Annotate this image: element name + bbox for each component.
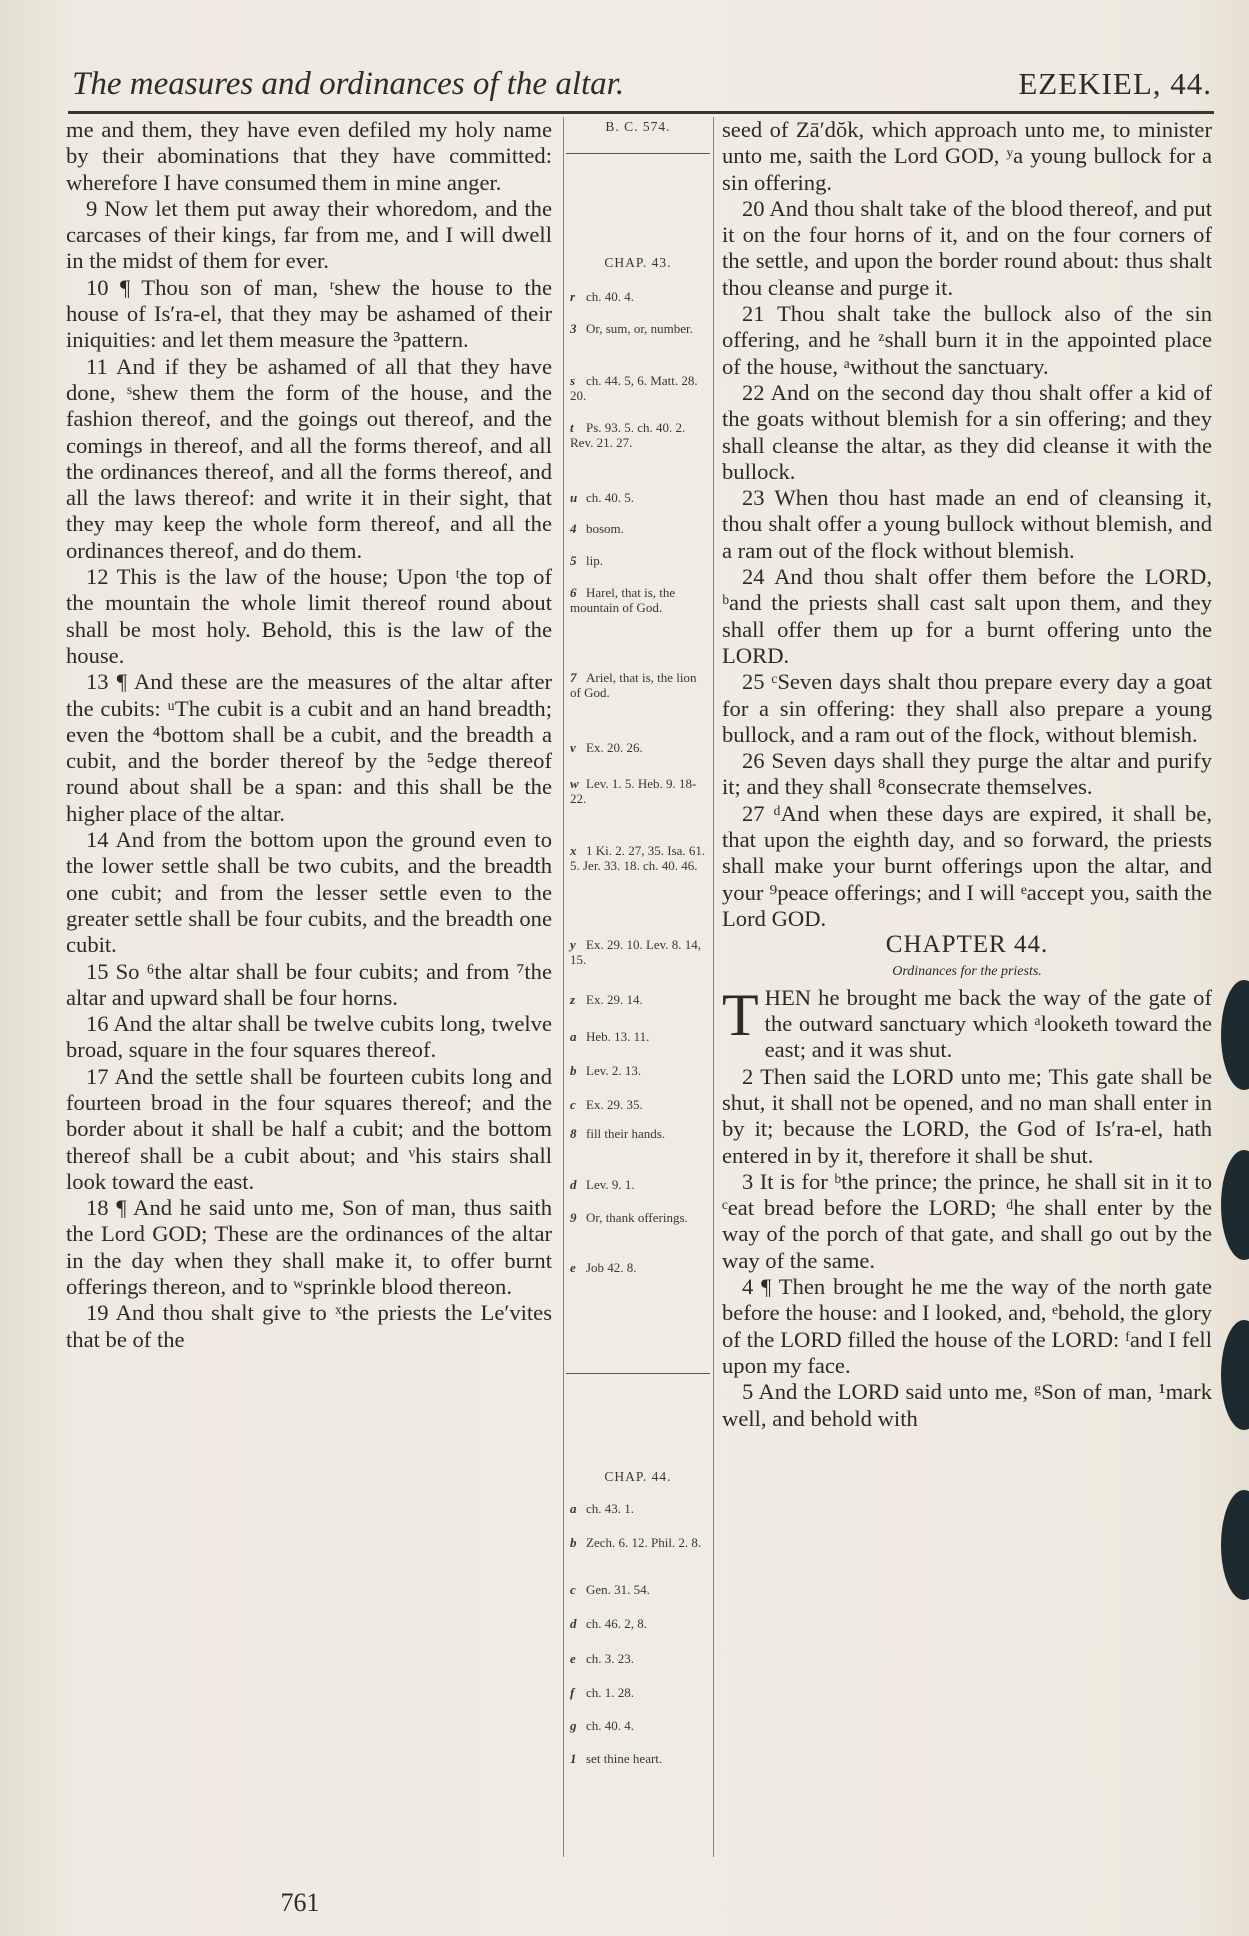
page-header <box>72 66 1212 108</box>
verse-15: 15 So ⁶the altar shall be four cubits; and from ⁷the altar and upward shall be four horns. <box>66 958 552 1010</box>
verse-17: 17 And the settle shall be fourteen cubits long and fourteen broad in the four squares thereof; and the border about it shall be half a cubit; and the bottom thereof shall be a cubit about; and ᵛhis stairs shall look toward the east. <box>66 1063 552 1194</box>
margin-date: B. C. 574. <box>605 119 671 134</box>
margin-chapter-43-heading: CHAP. 43. <box>604 255 672 270</box>
chapter-44-verse-1: THEN he brought me back the way of the gate of the outward sanctuary which ᵃlooketh toward the east; and it was shut. <box>722 981 1212 1063</box>
margin-note: g ch. 40. 4. <box>570 1718 635 1733</box>
margin-note: d Lev. 9. 1. <box>570 1177 635 1192</box>
margin-note: s ch. 44. 5, 6. Matt. 28. 20. <box>570 373 698 403</box>
header-rule <box>68 111 1214 114</box>
verse-25: 25 ᶜSeven days shalt thou prepare every day a goat for a sin offering: they shall also prepare a young bullock, and a ram out of the flock, without blemish. <box>722 669 1212 747</box>
margin-note: b Lev. 2. 13. <box>570 1063 642 1078</box>
center-reference-margin <box>566 117 710 1857</box>
margin-rule <box>566 1373 710 1374</box>
margin-note: u ch. 40. 5. <box>570 490 635 505</box>
margin-note: f ch. 1. 28. <box>570 1685 635 1700</box>
verse-8-continued: me and them, they have even defiled my holy name by their abominations that they have committed: wherefore I have consumed them in mine anger. <box>66 117 552 195</box>
margin-note: y Ex. 29. 10. Lev. 8. 14, 15. <box>570 937 702 967</box>
margin-note: 9 Or, thank offerings. <box>570 1210 688 1225</box>
column-divider-right <box>713 117 714 1857</box>
margin-note: a Heb. 13. 11. <box>570 1029 650 1044</box>
chapter-44-summary: Ordinances for the priests. <box>892 963 1042 979</box>
verse-27: 27 ᵈAnd when these days are expired, it shall be, that upon the eighth day, and so forward, the priests shall make your burnt offerings upon the altar, and your ⁹peace offerings; and I will ᵉaccept you, saith the Lord GOD. <box>722 800 1212 931</box>
margin-note: z Ex. 29. 14. <box>570 992 643 1007</box>
margin-note: 5 lip. <box>570 553 603 568</box>
verse-9: 9 Now let them put away their whoredom, and the carcases of their kings, far from me, and I will dwell in the midst of them for ever. <box>66 195 552 274</box>
margin-note: 1 set thine heart. <box>570 1751 663 1766</box>
margin-note: 4 bosom. <box>570 521 624 536</box>
verse-22: 22 And on the second day thou shalt offer a kid of the goats without blemish for a sin offering; and they shall cleanse the altar, as they did cleanse it with the bullock. <box>722 379 1212 484</box>
thumb-index-tab <box>1221 1490 1249 1600</box>
verse-24: 24 And thou shalt offer them before the LORD, ᵇand the priests shall cast salt upon them, and they shall offer them up for a burnt offering unto the LORD. <box>722 564 1212 668</box>
chapter-44-verse-5: 5 And the LORD said unto me, ᵍSon of man, ¹mark well, and behold with <box>722 1379 1212 1431</box>
verse-26: 26 Seven days shall they purge the altar and purify it; and they shall ⁸consecrate themselves. <box>722 748 1212 800</box>
column-divider-left <box>563 117 564 1857</box>
margin-rule <box>566 153 710 154</box>
verse-20: 20 And thou shalt take of the blood thereof, and put it on the four horns of it, and on the four corners of the settle, and upon the border round about: thus shalt thou cleanse and purge it. <box>722 195 1212 300</box>
chapter-44-verse-4: 4 ¶ Then brought he me the way of the north gate before the house: and I looked, and, ᵉbehold, the glory of the LORD filled the house of the LORD: ᶠand I fell upon my face. <box>722 1274 1212 1378</box>
page-number: 761 <box>280 1888 320 1917</box>
margin-note: r ch. 40. 4. <box>570 289 635 304</box>
margin-note: 7 Ariel, that is, the lion of God. <box>570 670 697 700</box>
margin-note: 6 Harel, that is, the mountain of God. <box>570 585 676 615</box>
running-title: The measures and ordinances of the altar. <box>72 66 625 102</box>
verse-21: 21 Thou shalt take the bullock also of the sin offering, and he ᶻshall burn it in the appointed place of the house, ᵃwithout the sanctuary. <box>722 301 1212 379</box>
verse-19-continued: seed of Zā′dŏk, which approach unto me, to minister unto me, saith the Lord GOD, ʸa young bullock for a sin offering. <box>722 117 1212 195</box>
margin-note: b Zech. 6. 12. Phil. 2. 8. <box>570 1535 702 1550</box>
margin-note: v Ex. 20. 26. <box>570 740 643 755</box>
running-book-chapter: EZEKIEL, 44. <box>1018 66 1212 101</box>
margin-note: t Ps. 93. 5. ch. 40. 2. Rev. 21. 27. <box>570 420 686 450</box>
verse-13: 13 ¶ And these are the measures of the altar after the cubits: ᵘThe cubit is a cubit and an hand breadth; even the ⁴bottom shall be a cubit, and the breadth a cubit, and the border thereof by the ⁵edge thereof round about shall be a span: and this shall be the higher place of the altar. <box>66 669 552 826</box>
margin-note: 8 fill their hands. <box>570 1126 666 1141</box>
margin-note: d ch. 46. 2, 8. <box>570 1616 648 1631</box>
verse-18: 18 ¶ And he said unto me, Son of man, thus saith the Lord GOD; These are the ordinances of the altar in the day when they shall make it, to offer burnt offerings thereon, and to ʷsprinkle blood thereon. <box>66 1195 552 1300</box>
verse-14: 14 And from the bottom upon the ground even to the lower settle shall be two cubits, and the breadth one cubit; and from the lesser settle even to the greater settle shall be four cubits, and the breadth one cubit. <box>66 827 552 958</box>
margin-note: x 1 Ki. 2. 27, 35. Isa. 61. 5. Jer. 33. 18. ch. 40. 46. <box>570 843 706 873</box>
right-text-column <box>722 117 1212 1432</box>
thumb-index-tab <box>1221 1320 1249 1430</box>
verse-11: 11 And if they be ashamed of all that they have done, ˢshew them the form of the house, and the fashion thereof, and the goings out thereof, and the comings in thereof, and all the forms thereof, and all the ordinances thereof, and all the forms thereof, and all the laws thereof: and write it in their sight, that they may keep the whole form thereof, and all the ordinances thereof, and do them. <box>66 353 552 563</box>
verse-12: 12 This is the law of the house; Upon ᵗthe top of the mountain the whole limit thereof round about shall be most holy. Behold, this is the law of the house. <box>66 564 552 668</box>
verse-16: 16 And the altar shall be twelve cubits long, twelve broad, square in the four squares thereof. <box>66 1011 552 1063</box>
thumb-index-tab <box>1221 980 1249 1090</box>
margin-chapter-44-heading: CHAP. 44. <box>604 1469 672 1484</box>
chapter-44-heading: CHAPTER 44. <box>885 931 1049 959</box>
margin-note: w Lev. 1. 5. Heb. 9. 18-22. <box>570 776 697 806</box>
margin-note: c Gen. 31. 54. <box>570 1582 650 1597</box>
chapter-44-verse-3: 3 It is for ᵇthe prince; the prince, he shall sit in it to ᶜeat bread before the LORD; ᵈhe shall enter by the way of the porch of that gate, and shall go out by the way of the same. <box>722 1168 1212 1273</box>
left-text-column <box>66 117 552 1353</box>
chapter-44-verse-2: 2 Then said the LORD unto me; This gate shall be shut, it shall not be opened, and no man shall enter in by it; because the LORD, the God of Is′ra-el, hath entered in by it, therefore it shall be shut. <box>722 1063 1212 1168</box>
drop-cap: T <box>722 981 759 1048</box>
margin-note: c Ex. 29. 35. <box>570 1097 643 1112</box>
margin-note: e Job 42. 8. <box>570 1260 637 1275</box>
verse-23: 23 When thou hast made an end of cleansing it, thou shalt offer a young bullock without blemish, and a ram out of the flock without blemish. <box>722 485 1212 563</box>
margin-note: a ch. 43. 1. <box>570 1501 635 1516</box>
margin-note: 3 Or, sum, or, number. <box>570 321 693 336</box>
thumb-index-tab <box>1221 1150 1249 1260</box>
margin-note: e ch. 3. 23. <box>570 1651 635 1666</box>
verse-10: 10 ¶ Thou son of man, ʳshew the house to the house of Is′ra-el, that they may be ashamed of their iniquities: and let them measure the ³pattern. <box>66 274 552 353</box>
verse-19: 19 And thou shalt give to ˣthe priests the Le′vites that be of the <box>66 1300 552 1352</box>
